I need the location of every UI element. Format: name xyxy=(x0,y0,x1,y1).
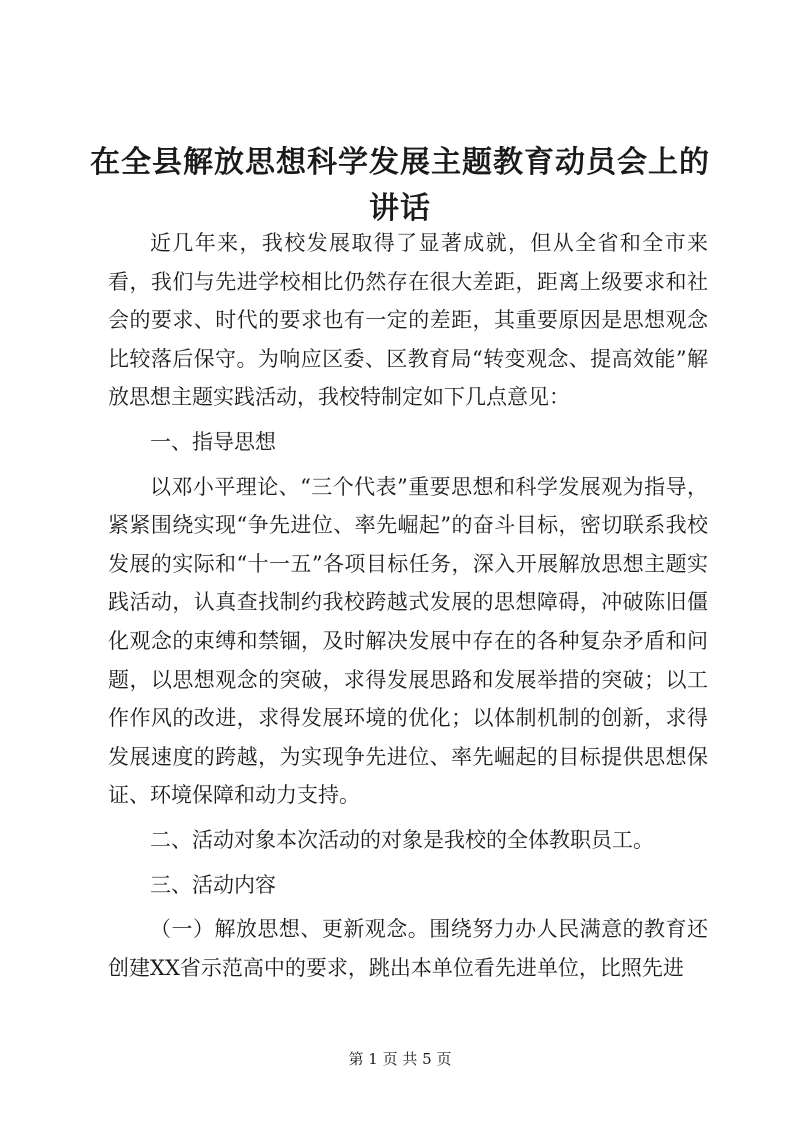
document-title: 在全县解放思想科学发展主题教育动员会上的讲话 xyxy=(90,145,710,226)
paragraph-intro: 近几年来，我校发展取得了显著成就，但从全省和全市来看，我们与先进学校相比仍然存在很大差距，距离上级要求和社会的要求、时代的要求也有一定的差距，其重要原因是思想观念比较落后保守。为响应区委、区教育局“转变观念、提高效能”解放思想主题实践活动，我校特制定如下几点意见： xyxy=(108,231,708,410)
heading-activity-content: 三、活动内容 xyxy=(150,872,276,897)
paragraph-guiding-ideology: 以邓小平理论、“三个代表”重要思想和科学发展观为指导，紧紧围绕实现“争先进位、率先崛起”的奋斗目标，密切联系我校发展的实际和“十一五”各项目标任务，深入开展解放思想主题实践活动，认真查找制约我校跨越式发展的思想障碍，冲破陈旧僵化观念的束缚和禁锢，及时解决发展中存在的各种复杂矛盾和问题，以思想观念的突破，求得发展思路和发展举措的突破；以工作作风的改进，求得发展环境的优化；以体制机制的创新，求得发展速度的跨越，为实现争先进位、率先崛起的目标提供思想保证、环境保障和动力支持。 xyxy=(108,474,708,808)
document-body xyxy=(108,224,708,987)
page-footer: 第 1 页 共 5 页 xyxy=(348,1050,452,1068)
paragraph-activity-content-1: （一）解放思想、更新观念。围绕努力办人民满意的教育还创建XX省示范高中的要求，跳出本单位看先进单位，比照先进 xyxy=(108,917,708,980)
heading-guiding-ideology: 一、指导思想 xyxy=(150,429,276,454)
heading-activity-target: 二、活动对象本次活动的对象是我校的全体教职员工。 xyxy=(150,827,654,852)
